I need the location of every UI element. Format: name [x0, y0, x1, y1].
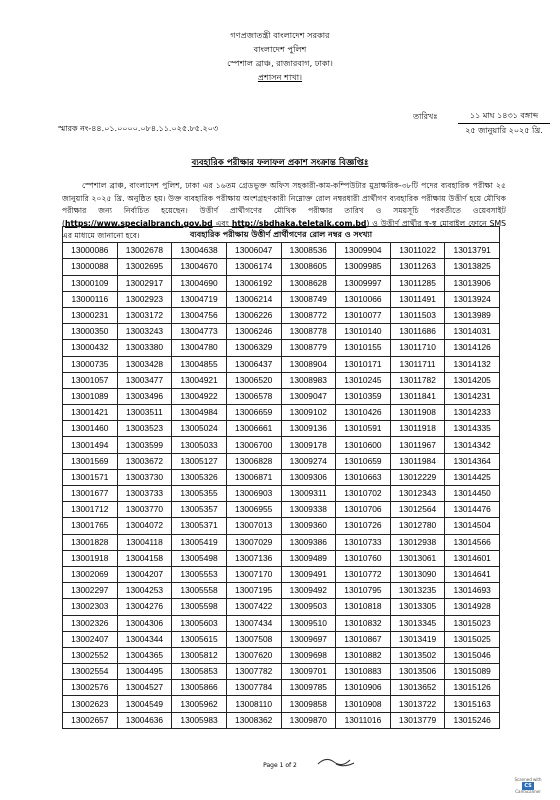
roll-number-cell: 13001712 — [63, 502, 118, 518]
roll-number-cell: 13006226 — [226, 307, 281, 323]
roll-number-cell: 13009997 — [336, 275, 391, 291]
roll-number-cell: 13007784 — [226, 680, 281, 696]
roll-number-cell: 13000231 — [63, 307, 118, 323]
roll-number-cell: 13004549 — [117, 696, 172, 712]
roll-number-cell: 13006047 — [226, 243, 281, 259]
roll-number-cell: 13007620 — [226, 647, 281, 663]
roll-number-cell: 13002407 — [63, 631, 118, 647]
roll-number-cell: 13006661 — [226, 421, 281, 437]
roll-number-cell: 13003172 — [117, 307, 172, 323]
roll-number-cell: 13005033 — [172, 437, 227, 453]
roll-number-cell: 13009311 — [281, 486, 336, 502]
roll-number-cell: 13004158 — [117, 550, 172, 566]
roll-number-cell: 13011984 — [390, 453, 445, 469]
roll-number-cell: 13009510 — [281, 615, 336, 631]
roll-number-cell: 13014031 — [445, 324, 500, 340]
roll-number-cell: 13001828 — [63, 534, 118, 550]
roll-number-cell: 13011908 — [390, 405, 445, 421]
roll-number-cell: 13013825 — [445, 259, 500, 275]
roll-number-cell: 13000735 — [63, 356, 118, 372]
roll-number-cell: 13009047 — [281, 388, 336, 404]
roll-number-cell: 13014233 — [445, 405, 500, 421]
roll-number-cell: 13015163 — [445, 696, 500, 712]
roll-number-cell: 13006329 — [226, 340, 281, 356]
table-row — [63, 259, 500, 275]
roll-number-cell: 13014132 — [445, 356, 500, 372]
roll-number-cell: 13002623 — [63, 696, 118, 712]
roll-number-cell: 13000350 — [63, 324, 118, 340]
roll-number-cell: 13014205 — [445, 372, 500, 388]
roll-number-cell: 13010882 — [336, 647, 391, 663]
roll-number-cell: 13010426 — [336, 405, 391, 421]
roll-number-cell: 13005603 — [172, 615, 227, 631]
roll-number-cell: 13009102 — [281, 405, 336, 421]
roll-number-cell: 13002552 — [63, 647, 118, 663]
roll-number-cell: 13005357 — [172, 502, 227, 518]
roll-number-cell: 13004344 — [117, 631, 172, 647]
roll-number-cell: 13006659 — [226, 405, 281, 421]
roll-number-cell: 13012343 — [390, 486, 445, 502]
table-row — [63, 583, 500, 599]
roll-number-cell: 13009870 — [281, 712, 336, 728]
table-row — [63, 518, 500, 534]
roll-number-cell: 13010818 — [336, 599, 391, 615]
roll-number-cell: 13000432 — [63, 340, 118, 356]
roll-number-cell: 13006578 — [226, 388, 281, 404]
table-row — [63, 664, 500, 680]
roll-number-cell: 13011918 — [390, 421, 445, 437]
roll-number-cell: 13015089 — [445, 664, 500, 680]
roll-number-cell: 13010832 — [336, 615, 391, 631]
roll-number-cell: 13002917 — [117, 275, 172, 291]
roll-number-cell: 13010359 — [336, 388, 391, 404]
roll-number-cell: 13012780 — [390, 518, 445, 534]
roll-number-cell: 13002923 — [117, 291, 172, 307]
scanner-brand: CamScanner — [515, 789, 541, 794]
roll-number-cell: 13005127 — [172, 453, 227, 469]
roll-number-cell: 13001494 — [63, 437, 118, 453]
roll-number-cell: 13004072 — [117, 518, 172, 534]
website-link-specialbranch[interactable]: https://www.specialbranch.gov.bd — [65, 218, 213, 228]
roll-number-cell: 13014504 — [445, 518, 500, 534]
roll-number-cell: 13002554 — [63, 664, 118, 680]
roll-number-cell: 13015023 — [445, 615, 500, 631]
roll-number-cell: 13014928 — [445, 599, 500, 615]
roll-number-cell: 13005598 — [172, 599, 227, 615]
roll-number-cell: 13011491 — [390, 291, 445, 307]
roll-number-cell: 13005371 — [172, 518, 227, 534]
roll-number-cell: 13003733 — [117, 486, 172, 502]
table-row — [63, 647, 500, 663]
roll-number-cell: 13007136 — [226, 550, 281, 566]
table-row — [63, 712, 500, 728]
roll-number-cell: 13009274 — [281, 453, 336, 469]
roll-number-cell: 13004670 — [172, 259, 227, 275]
roll-number-cell: 13010760 — [336, 550, 391, 566]
table-row — [63, 502, 500, 518]
roll-number-cell: 13013906 — [445, 275, 500, 291]
roll-number-cell: 13010155 — [336, 340, 391, 356]
date-english: ২৫ জানুয়ারি ২০২৫ খ্রি. — [465, 126, 543, 135]
memo-number: স্মারক নং-৪৪.০১.০০০০.০৮৪.১১.০২৫.৮৫.২০৩ — [58, 124, 219, 133]
roll-number-cell: 13005812 — [172, 647, 227, 663]
roll-number-cell: 13011710 — [390, 340, 445, 356]
roll-number-cell: 13010726 — [336, 518, 391, 534]
roll-number-cell: 13003599 — [117, 437, 172, 453]
roll-number-cell: 13008778 — [281, 324, 336, 340]
roll-number-cell: 13006955 — [226, 502, 281, 518]
roll-number-cell: 13010077 — [336, 307, 391, 323]
roll-number-cell: 13013722 — [390, 696, 445, 712]
roll-number-cell: 13004855 — [172, 356, 227, 372]
roll-number-cell: 13013506 — [390, 664, 445, 680]
roll-number-cell: 13004207 — [117, 566, 172, 582]
roll-number-cell: 13002695 — [117, 259, 172, 275]
roll-number-cell: 13014476 — [445, 502, 500, 518]
roll-number-cell: 13005419 — [172, 534, 227, 550]
table-row — [63, 437, 500, 453]
roll-number-cell: 13008536 — [281, 243, 336, 259]
roll-number-cell: 13014126 — [445, 340, 500, 356]
table-row — [63, 550, 500, 566]
table-row — [63, 388, 500, 404]
roll-number-cell: 13000088 — [63, 259, 118, 275]
roll-number-cell: 13001571 — [63, 469, 118, 485]
roll-number-cell: 13015046 — [445, 647, 500, 663]
table-row — [63, 307, 500, 323]
roll-number-cell: 13009489 — [281, 550, 336, 566]
roll-number-cell: 13002303 — [63, 599, 118, 615]
page-number: Page 1 of 2 — [263, 762, 297, 769]
roll-number-cell: 13002326 — [63, 615, 118, 631]
letterhead — [0, 28, 560, 84]
roll-number-cell: 13001677 — [63, 486, 118, 502]
roll-number-cell: 13004636 — [117, 712, 172, 728]
roll-number-cell: 13009858 — [281, 696, 336, 712]
roll-number-cell: 13000086 — [63, 243, 118, 259]
roll-number-cell: 13006700 — [226, 437, 281, 453]
roll-number-cell: 13003523 — [117, 421, 172, 437]
roll-number-cell: 13008605 — [281, 259, 336, 275]
roll-number-cell: 13012229 — [390, 469, 445, 485]
roll-number-cell: 13001569 — [63, 453, 118, 469]
roll-number-cell: 13010883 — [336, 664, 391, 680]
roll-number-cell: 13004527 — [117, 680, 172, 696]
roll-number-cell: 13004984 — [172, 405, 227, 421]
roll-number-cell: 13015025 — [445, 631, 500, 647]
roll-number-cell: 13013652 — [390, 680, 445, 696]
table-row — [63, 275, 500, 291]
table-row — [63, 291, 500, 307]
roll-number-cell: 13009503 — [281, 599, 336, 615]
body-text-2: ) ও উত্তীর্ণ প্রার্থীর স্ব-স্ব মোবাইল ফোনে SMS এর মাধ্যমে জানানো হবে। — [62, 218, 506, 240]
roll-number-cell: 13008362 — [226, 712, 281, 728]
roll-number-cell: 13015126 — [445, 680, 500, 696]
roll-number-cell: 13013345 — [390, 615, 445, 631]
roll-number-cell: 13010867 — [336, 631, 391, 647]
roll-number-cell: 13001057 — [63, 372, 118, 388]
roll-number-cell: 13003496 — [117, 388, 172, 404]
table-row — [63, 243, 500, 259]
roll-number-cell: 13009360 — [281, 518, 336, 534]
roll-number-cell: 13009491 — [281, 566, 336, 582]
body-text-1: স্পেশাল ব্রাঞ্চ, বাংলাদেশ পুলিশ, ঢাকা এর ১৬তম গ্রেডভুক্ত অফিস সহকারী-কাম-কম্পিউটার মুদ্রাক্ষরিক-৩৮টি পদের ব্যবহারিক পরীক্ষা ২৫ জানুয়ারি ২০২৫ খ্রি. অনুষ্ঠিত হয়। উক্ত ব্যবহারিক পরীক্ষায় অংশগ্রহণকারী নিম্নোক্ত রোল নম্বরধারী প্রার্থীগণ ব্যবহারিক পরীক্ষায় উত্তীর্ণ হয়ে মৌখিক পরীক্ষার জন্য নির্বাচিত হয়েছেন। উত্তীর্ণ প্রার্থীগণের মৌখিক পরীক্ষার তারিখ ও সময়সূচি পরবর্তীতে ওয়েবসাইট ( — [62, 181, 506, 228]
roll-number-cell: 13013779 — [390, 712, 445, 728]
roll-number-cell: 13003477 — [117, 372, 172, 388]
roll-number-cell: 13013502 — [390, 647, 445, 663]
branch-address: স্পেশাল ব্রাঞ্চ, রাজারবাগ, ঢাকা। — [227, 58, 333, 68]
roll-number-cell: 13014693 — [445, 583, 500, 599]
roll-number-cell: 13003730 — [117, 469, 172, 485]
roll-number-cell: 13009697 — [281, 631, 336, 647]
roll-number-cell: 13010772 — [336, 566, 391, 582]
roll-number-cell: 13015246 — [445, 712, 500, 728]
roll-number-cell: 13002297 — [63, 583, 118, 599]
roll-number-cell: 13008749 — [281, 291, 336, 307]
roll-number-cell: 13014566 — [445, 534, 500, 550]
roll-number-cell: 13011022 — [390, 243, 445, 259]
roll-number-cell: 13001460 — [63, 421, 118, 437]
table-row — [63, 680, 500, 696]
roll-number-cell: 13010659 — [336, 453, 391, 469]
roll-number-cell: 13001918 — [63, 550, 118, 566]
table-row — [63, 615, 500, 631]
roll-number-cell: 13013305 — [390, 599, 445, 615]
roll-number-cell: 13006214 — [226, 291, 281, 307]
roll-number-cell: 13002576 — [63, 680, 118, 696]
roll-number-cell: 13010908 — [336, 696, 391, 712]
roll-number-cell: 13002678 — [117, 243, 172, 259]
roll-number-cell: 13007013 — [226, 518, 281, 534]
table-row — [63, 372, 500, 388]
roll-number-cell: 13014342 — [445, 437, 500, 453]
roll-number-cell: 13003511 — [117, 405, 172, 421]
table-row — [63, 356, 500, 372]
roll-number-cell: 13010171 — [336, 356, 391, 372]
roll-number-cell: 13006437 — [226, 356, 281, 372]
office-unit: প্রশাসন শাখা। — [257, 72, 303, 82]
roll-number-cell: 13007508 — [226, 631, 281, 647]
roll-number-cell: 13011016 — [336, 712, 391, 728]
roll-number-cell: 13004922 — [172, 388, 227, 404]
notice-subject: ব্যবহারিক পরীক্ষার ফলাফল প্রকাশ সংক্রান্ত বিজ্ঞপ্তিঃ — [191, 158, 369, 168]
roll-number-cell: 13011263 — [390, 259, 445, 275]
roll-number-cell: 13013791 — [445, 243, 500, 259]
roll-number-cell: 13001421 — [63, 405, 118, 421]
roll-number-cell: 13004719 — [172, 291, 227, 307]
roll-number-cell: 13010600 — [336, 437, 391, 453]
table-row — [63, 566, 500, 582]
roll-number-cell: 13011285 — [390, 275, 445, 291]
roll-number-cell: 13009698 — [281, 647, 336, 663]
roll-number-cell: 13004276 — [117, 599, 172, 615]
roll-number-cell: 13004690 — [172, 275, 227, 291]
roll-number-cell: 13007195 — [226, 583, 281, 599]
roll-number-cell: 13010795 — [336, 583, 391, 599]
table-row — [63, 453, 500, 469]
roll-number-cell: 13005853 — [172, 664, 227, 680]
roll-number-cell: 13007782 — [226, 664, 281, 680]
table-row — [63, 631, 500, 647]
roll-number-cell: 13004118 — [117, 534, 172, 550]
table-row — [63, 405, 500, 421]
roll-number-cell: 13009338 — [281, 502, 336, 518]
roll-number-cell: 13008110 — [226, 696, 281, 712]
roll-number-cell: 13007170 — [226, 566, 281, 582]
organization-name: বাংলাদেশ পুলিশ — [253, 44, 307, 54]
roll-number-cell: 13010663 — [336, 469, 391, 485]
roll-number-cell: 13006828 — [226, 453, 281, 469]
roll-number-cell: 13009136 — [281, 421, 336, 437]
roll-number-cell: 13007422 — [226, 599, 281, 615]
roll-number-cell: 13012938 — [390, 534, 445, 550]
roll-number-cell: 13009904 — [336, 243, 391, 259]
roll-number-cell: 13010140 — [336, 324, 391, 340]
roll-number-cell: 13002657 — [63, 712, 118, 728]
roll-number-cell: 13009386 — [281, 534, 336, 550]
roll-number-cell: 13013989 — [445, 307, 500, 323]
roll-number-cell: 13004773 — [172, 324, 227, 340]
government-name: গণপ্রজাতন্ত্রী বাংলাদেশ সরকার — [230, 30, 330, 40]
table-row — [63, 469, 500, 485]
table-row — [63, 324, 500, 340]
scanner-caption: Scanned with — [514, 777, 542, 782]
roll-number-cell: 13005355 — [172, 486, 227, 502]
roll-number-cell: 13001089 — [63, 388, 118, 404]
roll-number-cell: 13004365 — [117, 647, 172, 663]
roll-number-cell: 13011686 — [390, 324, 445, 340]
date-bangla: ১১ মাঘ ১৪৩১ বঙ্গাব্দ — [458, 109, 550, 124]
roll-number-cell: 13005558 — [172, 583, 227, 599]
roll-number-cell: 13000109 — [63, 275, 118, 291]
roll-number-cell: 13002069 — [63, 566, 118, 582]
roll-number-cell: 13005866 — [172, 680, 227, 696]
roll-number-cell: 13005553 — [172, 566, 227, 582]
table-row — [63, 696, 500, 712]
table-row — [63, 599, 500, 615]
roll-number-cell: 13004921 — [172, 372, 227, 388]
roll-number-cell: 13011782 — [390, 372, 445, 388]
roll-table-title: ব্যবহারিক পরীক্ষায় উত্তীর্ণ প্রার্থীগণের রোল নম্বর ও সংখ্যা — [63, 227, 500, 243]
table-row — [63, 421, 500, 437]
roll-number-cell: 13007029 — [226, 534, 281, 550]
roll-number-cell: 13011967 — [390, 437, 445, 453]
camscanner-logo-icon: CS — [522, 782, 534, 790]
roll-table-body — [63, 243, 500, 729]
roll-number-cell: 13003428 — [117, 356, 172, 372]
roll-number-cell: 13005615 — [172, 631, 227, 647]
roll-number-cell: 13008628 — [281, 275, 336, 291]
scanner-watermark — [508, 778, 548, 794]
roll-number-cell: 13003770 — [117, 502, 172, 518]
roll-number-table — [62, 226, 500, 729]
roll-number-cell: 13008779 — [281, 340, 336, 356]
roll-number-cell: 13006871 — [226, 469, 281, 485]
table-row — [63, 534, 500, 550]
roll-number-cell: 13011841 — [390, 388, 445, 404]
roll-number-cell: 13013061 — [390, 550, 445, 566]
roll-number-cell: 13014231 — [445, 388, 500, 404]
roll-number-cell: 13014364 — [445, 453, 500, 469]
roll-number-cell: 13013419 — [390, 631, 445, 647]
roll-number-cell: 13008772 — [281, 307, 336, 323]
roll-number-cell: 13009785 — [281, 680, 336, 696]
roll-number-cell: 13010702 — [336, 486, 391, 502]
roll-number-cell: 13004306 — [117, 615, 172, 631]
roll-number-cell: 13010706 — [336, 502, 391, 518]
roll-number-cell: 13011711 — [390, 356, 445, 372]
roll-number-cell: 13014425 — [445, 469, 500, 485]
roll-number-cell: 13014601 — [445, 550, 500, 566]
roll-number-cell: 13006174 — [226, 259, 281, 275]
roll-number-cell: 13009985 — [336, 259, 391, 275]
roll-number-cell: 13008904 — [281, 356, 336, 372]
roll-number-cell: 13004638 — [172, 243, 227, 259]
roll-number-cell: 13000116 — [63, 291, 118, 307]
roll-number-cell: 13004253 — [117, 583, 172, 599]
roll-number-cell: 13014335 — [445, 421, 500, 437]
roll-number-cell: 13005326 — [172, 469, 227, 485]
roll-number-cell: 13003380 — [117, 340, 172, 356]
roll-number-cell: 13009306 — [281, 469, 336, 485]
roll-number-cell: 13014450 — [445, 486, 500, 502]
roll-number-cell: 13005498 — [172, 550, 227, 566]
roll-number-cell: 13012564 — [390, 502, 445, 518]
roll-number-cell: 13004495 — [117, 664, 172, 680]
roll-number-cell: 13009492 — [281, 583, 336, 599]
website-link-teletalk[interactable]: http://sbdhaka.teletalk.com.bd — [231, 218, 367, 228]
table-row — [63, 486, 500, 502]
roll-number-cell: 13003243 — [117, 324, 172, 340]
roll-number-cell: 13013924 — [445, 291, 500, 307]
roll-number-cell: 13006520 — [226, 372, 281, 388]
roll-number-cell: 13010591 — [336, 421, 391, 437]
roll-number-cell: 13011503 — [390, 307, 445, 323]
roll-number-cell: 13014641 — [445, 566, 500, 582]
body-and: এবং — [212, 218, 232, 228]
roll-number-cell: 13006246 — [226, 324, 281, 340]
roll-number-cell: 13010906 — [336, 680, 391, 696]
roll-number-cell: 13005962 — [172, 696, 227, 712]
roll-number-cell: 13006192 — [226, 275, 281, 291]
roll-number-cell: 13004780 — [172, 340, 227, 356]
date-label: তারিখঃ — [413, 112, 438, 121]
table-row — [63, 340, 500, 356]
roll-number-cell: 13001765 — [63, 518, 118, 534]
roll-number-cell: 13013090 — [390, 566, 445, 582]
roll-number-cell: 13013235 — [390, 583, 445, 599]
roll-number-cell: 13005024 — [172, 421, 227, 437]
roll-number-cell: 13005983 — [172, 712, 227, 728]
roll-number-cell: 13003672 — [117, 453, 172, 469]
roll-number-cell: 13009701 — [281, 664, 336, 680]
roll-number-cell: 13008983 — [281, 372, 336, 388]
roll-number-cell: 13009178 — [281, 437, 336, 453]
roll-number-cell: 13007434 — [226, 615, 281, 631]
roll-number-cell: 13010733 — [336, 534, 391, 550]
roll-number-cell: 13006903 — [226, 486, 281, 502]
roll-number-cell: 13010245 — [336, 372, 391, 388]
roll-number-cell: 13004756 — [172, 307, 227, 323]
date-block — [458, 109, 550, 138]
roll-number-cell: 13010066 — [336, 291, 391, 307]
